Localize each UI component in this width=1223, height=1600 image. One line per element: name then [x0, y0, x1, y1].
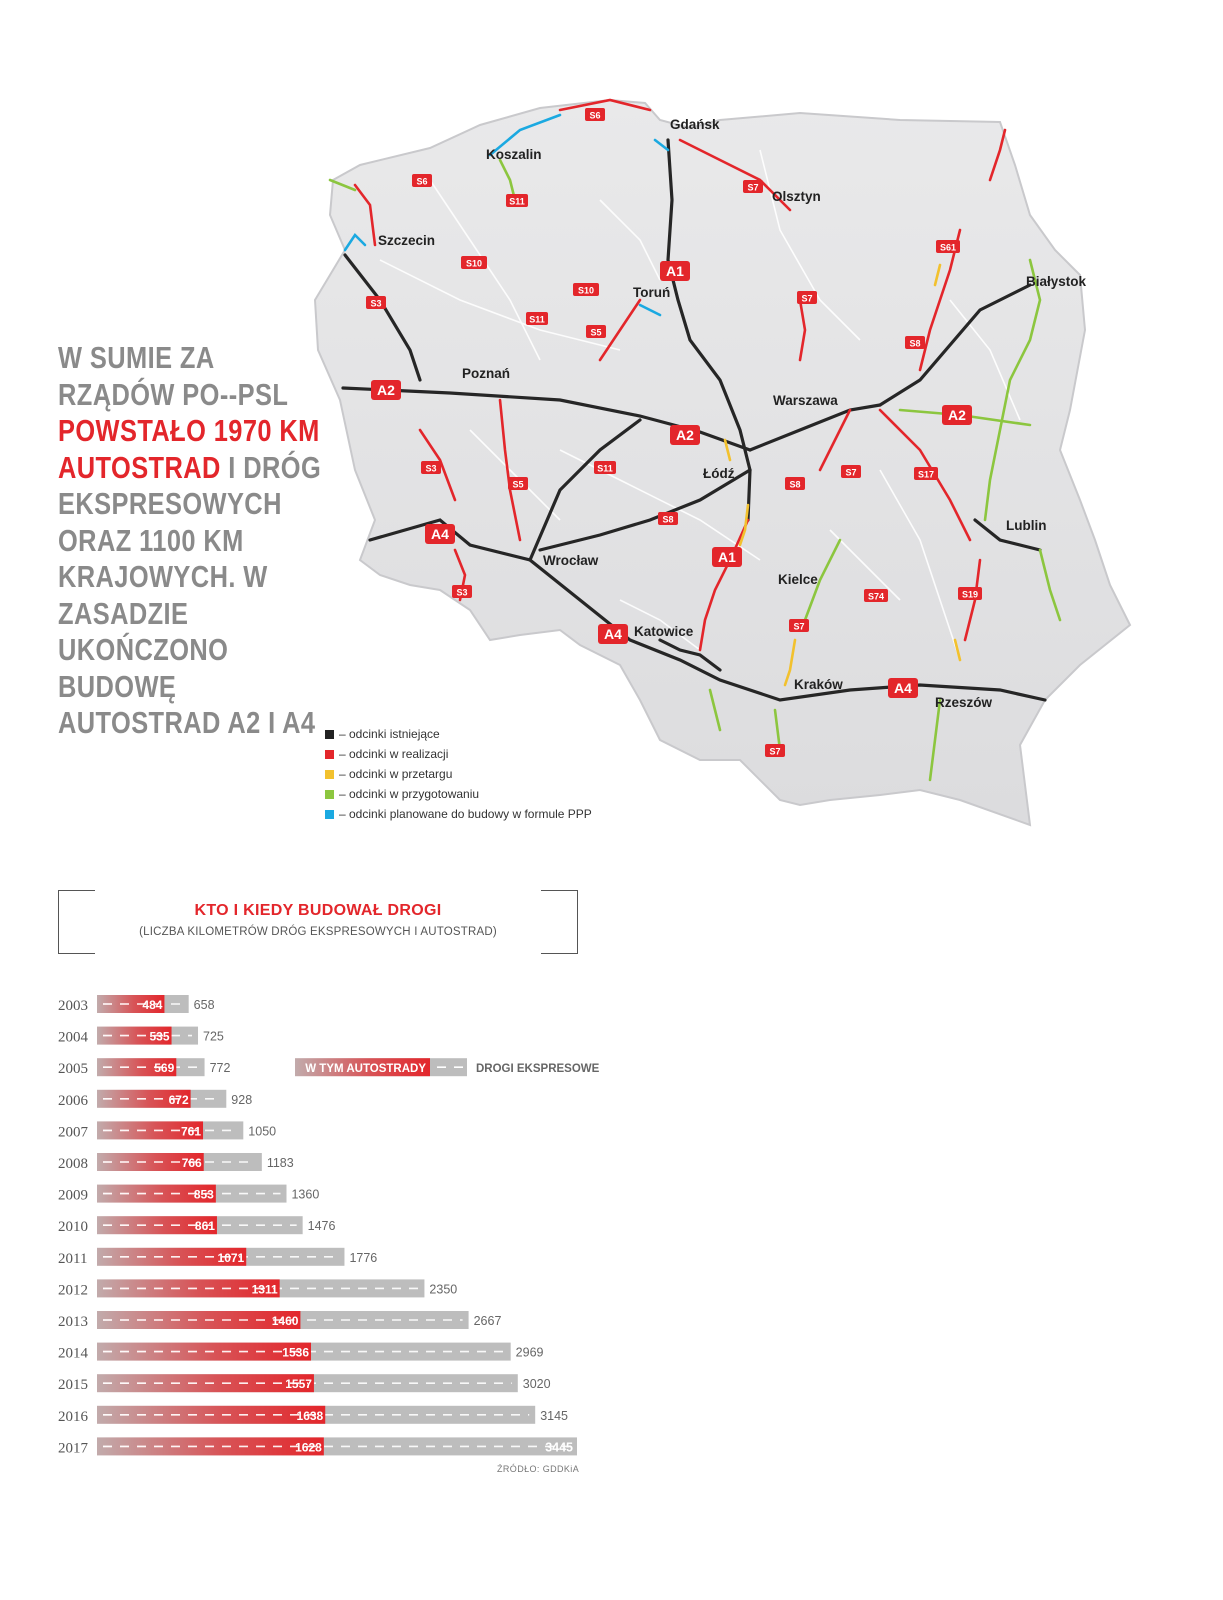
svg-text:A4: A4: [604, 626, 622, 642]
expressway-value-label: 3145: [540, 1408, 569, 1423]
road-label: [864, 589, 888, 602]
motorway-value-label: 569: [154, 1061, 175, 1076]
city-label: Warszawa: [773, 393, 838, 408]
bar-chart: [0, 990, 620, 1470]
road-label: [789, 619, 809, 632]
year-label: 2006: [58, 1092, 88, 1109]
expressway-value-label: 3445: [545, 1440, 573, 1455]
year-label: 2013: [58, 1314, 88, 1330]
bar-row: [58, 995, 215, 1014]
legend-swatch: [325, 730, 334, 739]
expressway-value-label: 2667: [473, 1314, 502, 1328]
road-label: [888, 678, 918, 698]
legend-item: – odcinki w przygotowaniu: [325, 784, 592, 804]
bar-row: [58, 1406, 568, 1425]
expressway-value-label: 2350: [429, 1282, 458, 1297]
road-label: [914, 467, 938, 480]
svg-text:S74: S74: [867, 591, 885, 602]
expressway-value-label: 658: [193, 998, 215, 1012]
road-label: [958, 587, 982, 600]
svg-text:S19: S19: [961, 589, 979, 600]
legend-item: – odcinki w przetargu: [325, 764, 592, 784]
motorway-value-label: 1536: [282, 1345, 310, 1360]
bar-row: [58, 1279, 457, 1298]
bracket-right: [541, 890, 578, 954]
city-label: Gdańsk: [670, 117, 720, 132]
motorway-value-label: 1071: [217, 1250, 245, 1265]
road-label: [942, 405, 972, 425]
road-label: [658, 512, 678, 525]
expressway-value-label: 1476: [307, 1219, 336, 1234]
bar-row: [58, 1121, 276, 1140]
road-label: [506, 194, 528, 207]
headline-text: [58, 340, 329, 742]
svg-text:A4: A4: [431, 526, 449, 542]
expressway-value-label: 772: [209, 1061, 231, 1076]
svg-text:S7: S7: [793, 621, 805, 632]
svg-text:A4: A4: [894, 680, 912, 696]
road-label: [797, 291, 817, 304]
road-label: [660, 261, 690, 281]
year-label: 2004: [58, 1029, 88, 1046]
road-label: [598, 624, 628, 644]
bar-row: [58, 1374, 551, 1393]
expressway-value-label: 725: [203, 1029, 224, 1044]
year-label: 2012: [58, 1282, 88, 1299]
chart-title-frame: [58, 890, 578, 954]
motorway-value-label: 484: [142, 998, 163, 1012]
motorway-value-label: 761: [181, 1124, 202, 1139]
year-label: 2015: [58, 1377, 88, 1394]
svg-text:S5: S5: [590, 327, 602, 338]
road-label: [366, 296, 386, 309]
road-label: [586, 325, 606, 338]
year-label: 2009: [58, 1187, 88, 1204]
svg-text:A1: A1: [666, 263, 684, 279]
svg-text:A2: A2: [948, 407, 966, 423]
motorway-value-label: 1638: [296, 1408, 324, 1423]
svg-text:S3: S3: [425, 463, 437, 474]
road-label: [573, 283, 599, 296]
road-label: [526, 312, 548, 325]
chart-subtitle: (LICZBA KILOMETRÓW DRÓG EKSPRESOWYCH I AUTOSTRAD): [139, 926, 497, 938]
svg-text:S3: S3: [370, 298, 382, 309]
legend-item: – odcinki w realizacji: [325, 744, 592, 764]
bracket-left: [58, 890, 95, 954]
road-label: [585, 108, 605, 121]
svg-text:S5: S5: [512, 479, 524, 490]
road-label: [594, 461, 616, 474]
svg-text:S17: S17: [917, 469, 935, 480]
legend-label-expressways: DROGI EKSPRESOWE: [476, 1063, 600, 1076]
svg-text:S8: S8: [789, 479, 801, 490]
road-label: [712, 547, 742, 567]
city-label: Szczecin: [378, 233, 436, 248]
city-label: Kielce: [778, 572, 818, 587]
map-legend: [325, 724, 592, 824]
expressway-value-label: 3020: [522, 1377, 551, 1392]
city-label: Białystok: [1026, 274, 1087, 289]
city-label: Wrocław: [543, 553, 599, 568]
svg-text:S6: S6: [589, 110, 601, 121]
road-label: [508, 477, 528, 490]
road-label: [425, 524, 455, 544]
year-label: 2011: [58, 1250, 88, 1267]
svg-text:S7: S7: [845, 467, 857, 478]
road-label: [841, 465, 861, 478]
motorway-value-label: 1460: [271, 1314, 299, 1328]
bar-row: [58, 1248, 377, 1267]
motorway-value-label: 1557: [285, 1377, 312, 1392]
bar-row: [58, 1437, 577, 1456]
bar-row: [58, 1090, 252, 1109]
road-label: [936, 240, 960, 253]
svg-text:A1: A1: [718, 549, 736, 565]
expressway-value-label: 1776: [349, 1250, 378, 1265]
city-label: Katowice: [634, 624, 694, 639]
headline-part2: I DRÓG EKSPRESOWYCH ORAZ 1100 KM KRAJOWYCH. W ZASADZIE UKOŃCZONO BUDOWĘ AUTOSTRAD A2 I A4: [58, 449, 322, 740]
road-label: [743, 180, 763, 193]
svg-text:S7: S7: [801, 293, 813, 304]
year-label: 2005: [58, 1061, 88, 1078]
svg-text:S7: S7: [747, 182, 759, 193]
expressway-value-label: 1360: [291, 1187, 320, 1202]
legend-label-motorways: W TYM AUTOSTRADY: [305, 1063, 426, 1076]
city-label: Poznań: [462, 366, 511, 381]
motorway-value-label: 672: [168, 1092, 189, 1107]
svg-text:A2: A2: [377, 382, 395, 398]
legend-swatch: [325, 770, 334, 779]
road-label: [670, 425, 700, 445]
chart-legend: [295, 1058, 600, 1076]
svg-text:S10: S10: [465, 258, 483, 269]
chart-title: KTO I KIEDY BUDOWAŁ DROGI: [194, 902, 442, 919]
year-label: 2014: [58, 1345, 88, 1362]
year-label: 2016: [58, 1408, 88, 1425]
city-label: Koszalin: [486, 147, 542, 162]
legend-item: – odcinki planowane do budowy w formule PPP: [325, 804, 592, 824]
road-label: [461, 256, 487, 269]
headline-part1: W SUMIE ZA RZĄDÓW PO--PSL: [58, 340, 288, 412]
bar-row: [58, 1027, 224, 1046]
bar-row: [58, 1311, 501, 1330]
svg-text:A2: A2: [676, 427, 694, 443]
year-label: 2017: [58, 1440, 88, 1457]
motorway-value-label: 853: [193, 1187, 214, 1202]
svg-text:S8: S8: [662, 514, 674, 525]
expressway-value-label: 1050: [248, 1124, 277, 1139]
year-label: 2007: [58, 1124, 88, 1141]
expressway-value-label: 1183: [266, 1156, 294, 1170]
motorway-value-label: 861: [194, 1219, 215, 1234]
city-label: Rzeszów: [935, 695, 993, 710]
svg-text:S8: S8: [909, 338, 921, 349]
road-label: [452, 585, 472, 598]
expressway-value-label: 2969: [515, 1345, 544, 1360]
motorway-value-label: 1628: [295, 1440, 322, 1455]
motorway-value-label: 766: [181, 1156, 202, 1170]
motorway-value-label: 1311: [251, 1282, 278, 1297]
year-label: 2008: [58, 1156, 88, 1172]
year-label: 2003: [58, 998, 88, 1014]
svg-text:S10: S10: [577, 285, 595, 296]
city-label: Łódź: [703, 466, 735, 481]
svg-text:S3: S3: [456, 587, 468, 598]
motorway-value-label: 535: [149, 1029, 170, 1044]
road-label: [371, 380, 401, 400]
expressway-value-label: 928: [231, 1092, 253, 1107]
city-label: Lublin: [1006, 518, 1047, 533]
svg-text:S6: S6: [416, 176, 428, 187]
legend-swatch: [325, 790, 334, 799]
svg-text:S11: S11: [597, 463, 613, 474]
svg-text:S11: S11: [529, 314, 545, 325]
source-note: ŹRÓDŁO: GDDKiA: [497, 1464, 580, 1474]
road-label: [785, 477, 805, 490]
bar-row: [58, 1185, 319, 1204]
bar-row: [58, 1153, 294, 1172]
bar-row: [58, 1216, 336, 1235]
road-label: [905, 336, 925, 349]
legend-swatch: [325, 750, 334, 759]
road-label: [412, 174, 432, 187]
bar-row: [58, 1058, 230, 1077]
road-label: [765, 744, 785, 757]
year-label: 2010: [58, 1219, 88, 1236]
bar-row: [58, 1343, 544, 1362]
svg-text:S61: S61: [939, 242, 957, 253]
svg-text:S7: S7: [769, 746, 781, 757]
city-label: Kraków: [794, 677, 843, 692]
headline-highlight: POWSTAŁO 1970 KM AUTOSTRAD: [58, 413, 320, 485]
city-label: Olsztyn: [772, 189, 821, 204]
legend-item: – odcinki istniejące: [325, 724, 592, 744]
svg-text:S11: S11: [509, 196, 525, 207]
legend-swatch: [325, 810, 334, 819]
road-label: [421, 461, 441, 474]
city-label: Toruń: [633, 285, 671, 300]
